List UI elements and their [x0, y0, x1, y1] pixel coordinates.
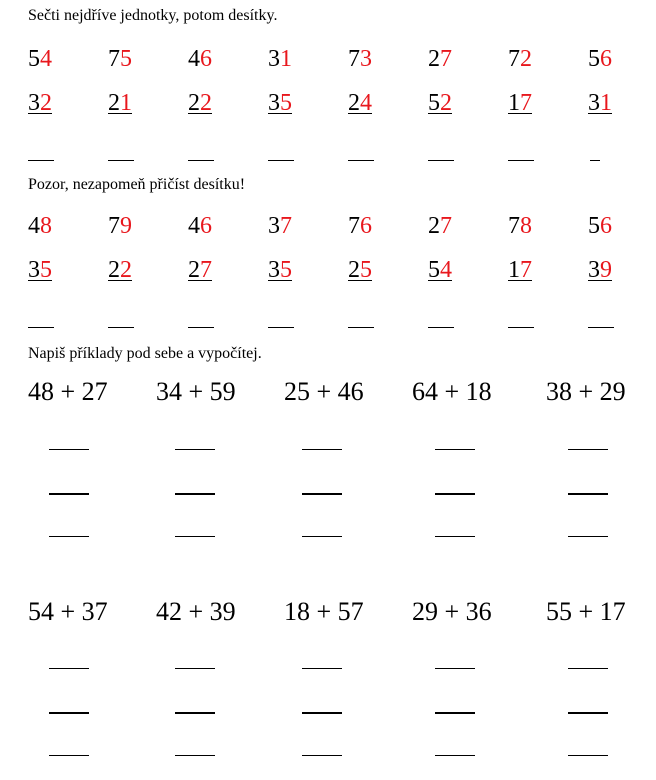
- units-digit: 7: [440, 46, 452, 72]
- writing-line[interactable]: [175, 449, 215, 450]
- units-digit: 1: [120, 90, 132, 116]
- units-digit: 2: [440, 90, 452, 116]
- tens-digit: 3: [268, 46, 280, 72]
- s2-top-number-8: [588, 211, 612, 241]
- s2-bottom-row: [0, 255, 656, 289]
- units-digit: 6: [600, 213, 612, 239]
- tens-digit: 2: [108, 257, 120, 283]
- s1-bottom-number-1: [28, 88, 52, 118]
- s2-bottom-number-8: [588, 255, 612, 285]
- tens-digit: 7: [508, 213, 520, 239]
- s3-expression-row1-1: 48 + 27: [28, 377, 108, 406]
- units-digit: 7: [280, 213, 292, 239]
- tens-digit: 5: [588, 213, 600, 239]
- units-digit: 7: [520, 90, 532, 116]
- s1-top-number-5: [348, 44, 372, 74]
- s2-top-number-5: [348, 211, 372, 241]
- s3-expression-row1-5: 38 + 29: [546, 377, 626, 406]
- tens-digit: 5: [588, 46, 600, 72]
- answer-blank[interactable]: [348, 160, 374, 161]
- units-digit: 2: [520, 46, 532, 72]
- tens-digit: 3: [588, 257, 600, 283]
- answer-blank[interactable]: [108, 327, 134, 328]
- writing-line[interactable]: [435, 755, 475, 756]
- instruction-3: Napiš příklady pod sebe a vypočítej.: [28, 345, 262, 362]
- s3-expression-row1-3: 25 + 46: [284, 377, 364, 406]
- s1-bottom-number-7: [508, 88, 532, 118]
- s2-top-number-3: [188, 211, 212, 241]
- s2-bottom-number-1: [28, 255, 52, 285]
- writing-line[interactable]: [568, 755, 608, 756]
- writing-line[interactable]: [435, 668, 475, 669]
- tens-digit: 2: [348, 257, 360, 283]
- answer-blank[interactable]: [28, 327, 54, 328]
- units-digit: 1: [600, 90, 612, 116]
- writing-line[interactable]: [49, 755, 89, 756]
- tens-digit: 1: [508, 90, 520, 116]
- sum-line[interactable]: [435, 712, 475, 714]
- units-digit: 4: [360, 90, 372, 116]
- tens-digit: 2: [188, 90, 200, 116]
- tens-digit: 2: [348, 90, 360, 116]
- units-digit: 5: [40, 257, 52, 283]
- tens-digit: 2: [108, 90, 120, 116]
- s2-top-number-7: [508, 211, 532, 241]
- units-digit: 4: [440, 257, 452, 283]
- s1-top-number-6: [428, 44, 452, 74]
- answer-blank[interactable]: [268, 327, 294, 328]
- tens-digit: 7: [348, 46, 360, 72]
- s1-top-number-2: [108, 44, 132, 74]
- tens-digit: 4: [188, 46, 200, 72]
- tens-digit: 3: [28, 90, 40, 116]
- tens-digit: 7: [108, 46, 120, 72]
- sum-line[interactable]: [568, 493, 608, 495]
- tens-digit: 4: [28, 213, 40, 239]
- units-digit: 6: [360, 213, 372, 239]
- tens-digit: 2: [188, 257, 200, 283]
- instruction-1: Sečti nejdříve jednotky, potom desítky.: [28, 7, 278, 24]
- s2-bottom-number-3: [188, 255, 212, 285]
- s3-expression-row2-3: 18 + 57: [284, 597, 364, 626]
- units-digit: 2: [120, 257, 132, 283]
- writing-line[interactable]: [302, 668, 342, 669]
- tens-digit: 5: [28, 46, 40, 72]
- sum-line[interactable]: [435, 493, 475, 495]
- sum-line[interactable]: [49, 493, 89, 495]
- s2-bottom-number-7: [508, 255, 532, 285]
- s3-expression-row2-4: 29 + 36: [412, 597, 492, 626]
- sum-line[interactable]: [175, 493, 215, 495]
- tens-digit: 3: [588, 90, 600, 116]
- writing-line[interactable]: [49, 536, 89, 537]
- units-digit: 5: [360, 257, 372, 283]
- tens-digit: 3: [268, 90, 280, 116]
- s1-bottom-number-3: [188, 88, 212, 118]
- s3-expression-row2-1: 54 + 37: [28, 597, 108, 626]
- s1-bottom-row: [0, 88, 656, 122]
- writing-line[interactable]: [302, 755, 342, 756]
- s1-bottom-number-2: [108, 88, 132, 118]
- answer-blank[interactable]: [508, 160, 534, 161]
- writing-line[interactable]: [175, 536, 215, 537]
- s3-expression-row2-2: 42 + 39: [156, 597, 236, 626]
- s3-expression-row1-2: 34 + 59: [156, 377, 236, 406]
- units-digit: 8: [520, 213, 532, 239]
- answer-blank[interactable]: [508, 327, 534, 328]
- tens-digit: 2: [428, 213, 440, 239]
- answer-blank[interactable]: [428, 160, 454, 161]
- units-digit: 5: [280, 257, 292, 283]
- tens-digit: 1: [508, 257, 520, 283]
- answer-blank[interactable]: [348, 327, 374, 328]
- s3-expr-row-1: [0, 376, 656, 410]
- s1-top-number-8: [588, 44, 612, 74]
- writing-line[interactable]: [568, 668, 608, 669]
- tens-digit: 4: [188, 213, 200, 239]
- writing-line[interactable]: [435, 449, 475, 450]
- s2-top-number-6: [428, 211, 452, 241]
- answer-blank[interactable]: [590, 160, 600, 161]
- instruction-2: Pozor, nezapomeň přičíst desítku!: [28, 176, 246, 193]
- answer-blank[interactable]: [588, 327, 614, 328]
- writing-line[interactable]: [49, 449, 89, 450]
- units-digit: 1: [280, 46, 292, 72]
- writing-line[interactable]: [568, 536, 608, 537]
- answer-blank[interactable]: [428, 327, 454, 328]
- units-digit: 6: [600, 46, 612, 72]
- writing-line[interactable]: [49, 668, 89, 669]
- s2-top-row: [0, 211, 656, 245]
- tens-digit: 2: [428, 46, 440, 72]
- writing-line[interactable]: [568, 449, 608, 450]
- units-digit: 8: [40, 213, 52, 239]
- sum-line[interactable]: [302, 712, 342, 714]
- answer-blank[interactable]: [188, 327, 214, 328]
- s1-top-number-4: [268, 44, 292, 74]
- s1-top-row: [0, 44, 656, 78]
- s1-top-number-1: [28, 44, 52, 74]
- s2-bottom-number-6: [428, 255, 452, 285]
- units-digit: 5: [280, 90, 292, 116]
- units-digit: 9: [600, 257, 612, 283]
- sum-line[interactable]: [302, 493, 342, 495]
- answer-blank[interactable]: [188, 160, 214, 161]
- s2-top-number-1: [28, 211, 52, 241]
- units-digit: 6: [200, 213, 212, 239]
- s2-top-number-4: [268, 211, 292, 241]
- tens-digit: 5: [428, 90, 440, 116]
- units-digit: 7: [440, 213, 452, 239]
- units-digit: 5: [120, 46, 132, 72]
- tens-digit: 7: [508, 46, 520, 72]
- writing-line[interactable]: [175, 668, 215, 669]
- units-digit: 6: [200, 46, 212, 72]
- s2-bottom-number-5: [348, 255, 372, 285]
- s1-bottom-number-6: [428, 88, 452, 118]
- units-digit: 9: [120, 213, 132, 239]
- tens-digit: 3: [268, 257, 280, 283]
- writing-line[interactable]: [302, 536, 342, 537]
- s1-top-number-7: [508, 44, 532, 74]
- writing-line[interactable]: [435, 536, 475, 537]
- units-digit: 4: [40, 46, 52, 72]
- s3-expr-row-2: [0, 596, 656, 630]
- writing-line[interactable]: [302, 449, 342, 450]
- sum-line[interactable]: [568, 712, 608, 714]
- sum-line[interactable]: [49, 712, 89, 714]
- units-digit: 2: [200, 90, 212, 116]
- answer-blank[interactable]: [108, 160, 134, 161]
- s3-expression-row2-5: 55 + 17: [546, 597, 626, 626]
- tens-digit: 3: [28, 257, 40, 283]
- sum-line[interactable]: [175, 712, 215, 714]
- tens-digit: 3: [268, 213, 280, 239]
- tens-digit: 7: [108, 213, 120, 239]
- units-digit: 7: [520, 257, 532, 283]
- answer-blank[interactable]: [28, 160, 54, 161]
- tens-digit: 7: [348, 213, 360, 239]
- units-digit: 7: [200, 257, 212, 283]
- s2-top-number-2: [108, 211, 132, 241]
- units-digit: 3: [360, 46, 372, 72]
- s2-bottom-number-4: [268, 255, 292, 285]
- answer-blank[interactable]: [268, 160, 294, 161]
- units-digit: 2: [40, 90, 52, 116]
- s2-bottom-number-2: [108, 255, 132, 285]
- tens-digit: 5: [428, 257, 440, 283]
- s3-expression-row1-4: 64 + 18: [412, 377, 492, 406]
- s1-bottom-number-8: [588, 88, 612, 118]
- s1-bottom-number-4: [268, 88, 292, 118]
- writing-line[interactable]: [175, 755, 215, 756]
- s1-top-number-3: [188, 44, 212, 74]
- s1-bottom-number-5: [348, 88, 372, 118]
